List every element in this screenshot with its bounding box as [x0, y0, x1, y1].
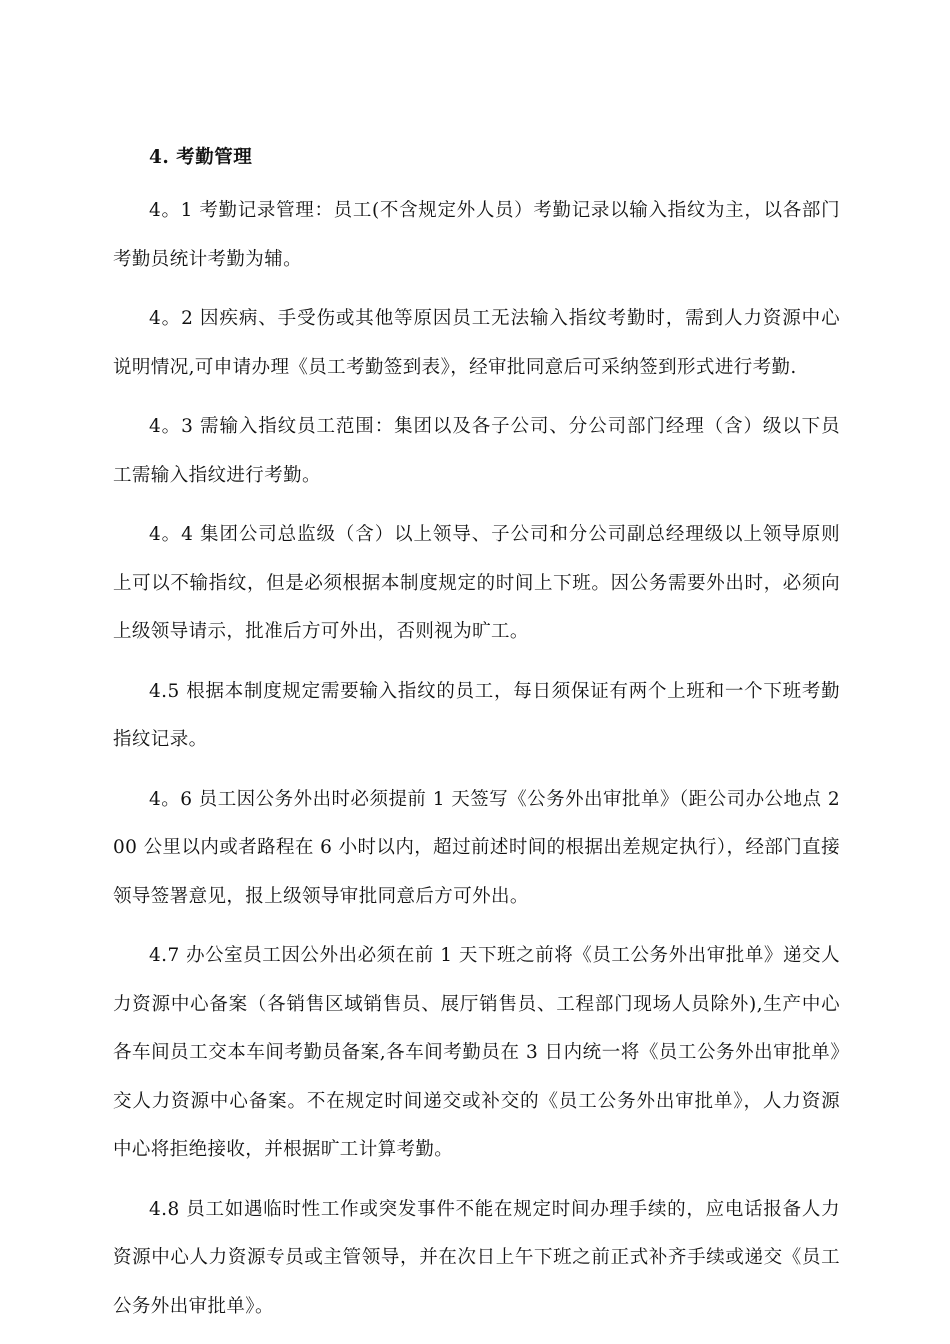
paragraph-4-8: 4.8 员工如遇临时性工作或突发事件不能在规定时间办理手续的，应电话报备人力资源中心人力资源专员或主管领导，并在次日上午下班之前正式补齐手续或递交《员工公务外出审批单》。: [113, 1198, 840, 1317]
paragraph-4-4: 4。4 集团公司总监级（含）以上领导、子公司和分公司副总经理级以上领导原则上可以不输指纹，但是必须根据本制度规定的时间上下班。因公务需要外出时，必须向上级领导请示，批准后方可外出，否则视为旷工。: [113, 524, 840, 642]
paragraph-4-2: 4。2 因疾病、手受伤或其他等原因员工无法输入指纹考勤时，需到人力资源中心说明情况,可申请办理《员工考勤签到表》，经审批同意后可采纳签到形式进行考勤.: [113, 308, 840, 378]
section-heading: 4. 考勤管理: [149, 147, 253, 168]
section-attendance-management: [113, 140, 840, 1331]
paragraph-4-1: 4。1 考勤记录管理：员工(不含规定外人员）考勤记录以输入指纹为主，以各部门考勤员统计考勤为辅。: [113, 200, 840, 270]
paragraph-4-6: 4。6 员工因公务外出时必须提前 1 天签写《公务外出审批单》（距公司办公地点 200 公里以内或者路程在 6 小时以内，超过前述时间的根据出差规定执行），经部门直接领导签署意见，报上级领导审批同意后方可外出。: [113, 788, 840, 907]
paragraph-4-5: 4.5 根据本制度规定需要输入指纹的员工，每日须保证有两个上班和一个下班考勤指纹记录。: [113, 680, 840, 750]
paragraph-4-7: 4.7 办公室员工因公外出必须在前 1 天下班之前将《员工公务外出审批单》递交人力资源中心备案（各销售区域销售员、展厅销售员、工程部门现场人员除外),生产中心各车间员工交本车间考勤员备案,各车间考勤员在 3 日内统一将《员工公务外出审批单》交人力资源中心备案。不在规定时间递交或补交的《员工公务外出审批单》，人力资源中心将拒绝接收，并根据旷工计算考勤。: [113, 945, 840, 1160]
paragraph-4-3: 4。3 需输入指纹员工范围：集团以及各子公司、分公司部门经理（含）级以下员工需输入指纹进行考勤。: [113, 416, 840, 486]
